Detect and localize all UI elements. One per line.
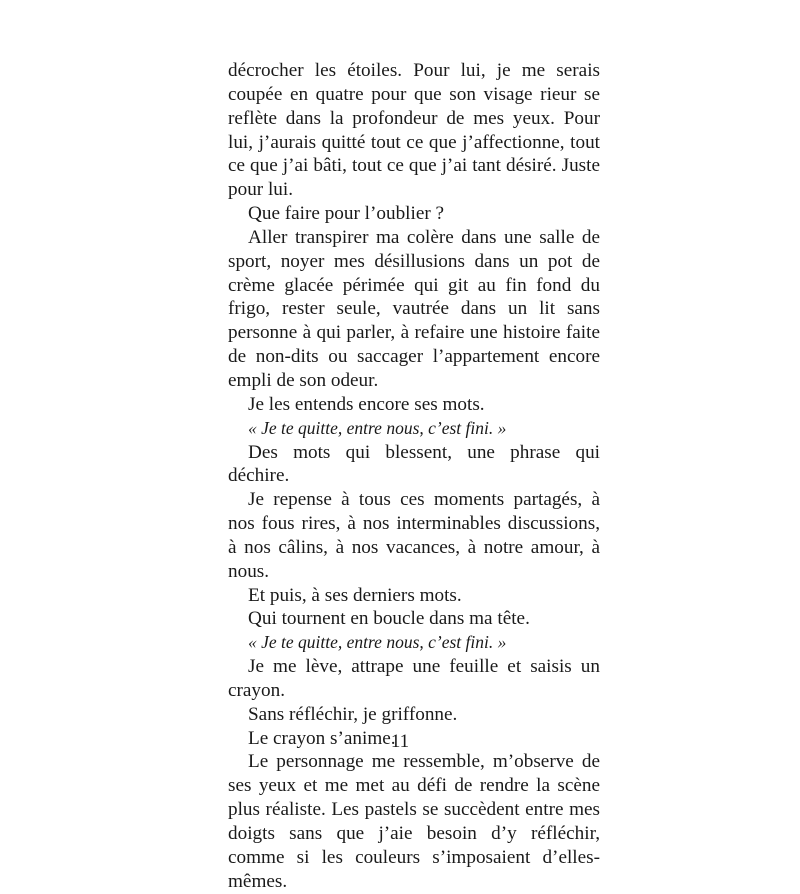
page-number: 11 bbox=[390, 731, 410, 752]
paragraph-9: Qui tournent en boucle dans ma tête. bbox=[248, 608, 530, 630]
page-body-text bbox=[228, 59, 600, 894]
paragraph-1: décrocher les étoiles. Pour lui, je me serais coupée en quatre pour que son visage rieur se reflète dans la profondeur de mes yeux. Pour lui, j’aurais quitté tout ce que j’affectionne, tout ce que j’ai bâti, tout ce que j’ai tant désiré. Juste pour lui. bbox=[228, 60, 600, 201]
paragraph-12: Sans réfléchir, je griffonne. bbox=[248, 703, 458, 725]
paragraph-8: Et puis, à ses derniers mots. bbox=[248, 584, 462, 606]
paragraph-2: Que faire pour l’oublier ? bbox=[248, 203, 445, 225]
paragraph-3: Aller transpirer ma colère dans une salle de sport, noyer mes désillusions dans un pot de crème glacée périmée qui git au fin fond du frigo, rester seule, vautrée dans un lit sans personne à qui parler, à refaire une histoire faite de non-dits ou saccager l’appartement encore empli de son odeur. bbox=[228, 226, 600, 391]
paragraph-14: Le personnage me ressemble, m’observe de ses yeux et me met au défi de rendre la scène plus réaliste. Les pastels se succèdent entre mes doigts sans que j’aie besoin d’y réfléchir, comme si les couleurs s’imposaient d’elles-mêmes. bbox=[228, 751, 600, 892]
quote-1: « Je te quitte, entre nous, c’est fini. » bbox=[248, 417, 507, 438]
paragraph-6: Des mots qui blessent, une phrase qui déchire. bbox=[228, 441, 600, 487]
quote-2: « Je te quitte, entre nous, c’est fini. » bbox=[248, 632, 507, 653]
paragraph-13: Le crayon s’anime. bbox=[248, 727, 396, 749]
paragraph-4: Je les entends encore ses mots. bbox=[248, 393, 485, 415]
paragraph-11: Je me lève, attrape une feuille et saisis un crayon. bbox=[228, 656, 600, 701]
paragraph-7: Je repense à tous ces moments partagés, à nos fous rires, à nos interminables discussions, à nos câlins, à nos vacances, à notre amour, à nous. bbox=[228, 489, 600, 582]
